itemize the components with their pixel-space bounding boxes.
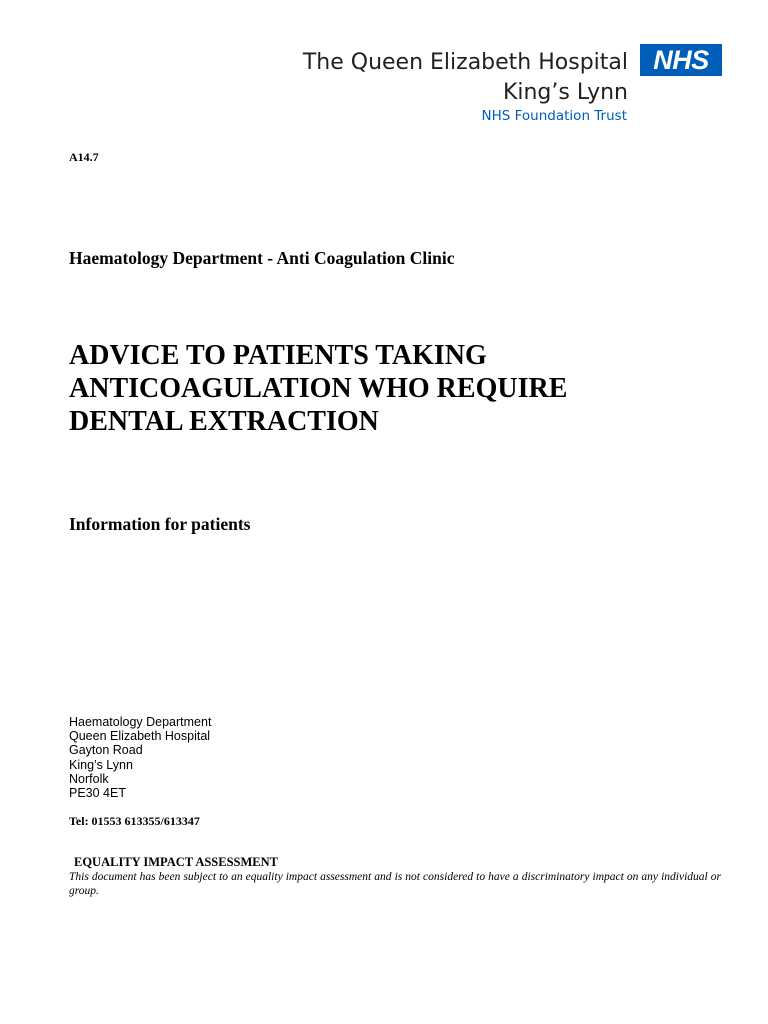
address-line: PE30 4ET [69, 786, 126, 801]
address-block [69, 715, 211, 800]
title-line: ANTICOAGULATION WHO REQUIRE [69, 373, 568, 404]
document-code: A14.7 [69, 150, 99, 164]
address-line: Queen Elizabeth Hospital [69, 729, 211, 744]
equality-text: This document has been subject to an equality impact assessment and is not considered to have a discriminatory impact on any individual or group. [69, 871, 721, 897]
page-title [69, 339, 709, 438]
title-line: ADVICE TO PATIENTS TAKING [69, 340, 487, 371]
trust-name: NHS Foundation Trust [481, 108, 627, 124]
subtitle: Information for patients [69, 514, 251, 534]
nhs-logo: NHS [640, 44, 722, 76]
telephone: Tel: 01553 613355/613347 [69, 814, 200, 828]
title-line: DENTAL EXTRACTION [69, 406, 379, 437]
address-line: Haematology Department [69, 715, 212, 729]
hospital-town: King’s Lynn [502, 80, 628, 105]
address-line: Norfolk [69, 771, 109, 786]
equality-heading: EQUALITY IMPACT ASSESSMENT [74, 855, 278, 869]
department-heading: Haematology Department - Anti Coagulation Clinic [69, 248, 455, 268]
hospital-name: The Queen Elizabeth Hospital [302, 50, 628, 75]
address-line: King’s Lynn [69, 757, 133, 772]
address-line: Gayton Road [69, 743, 143, 758]
